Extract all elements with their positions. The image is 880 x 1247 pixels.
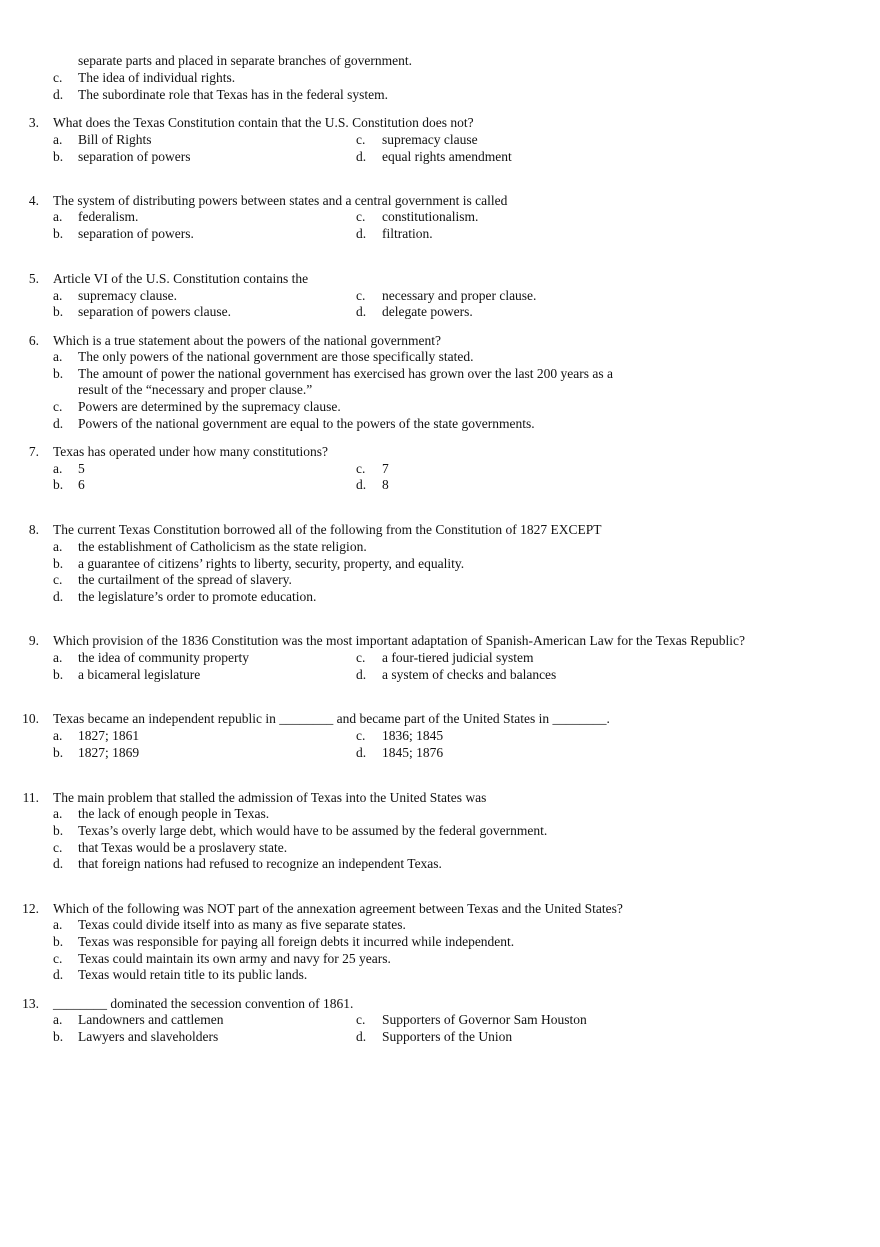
option-text: that Texas would be a proslavery state.: [78, 840, 288, 855]
option-letter: d.: [53, 416, 64, 431]
option-letter: a.: [53, 349, 63, 364]
option-text-continued: result of the “necessary and proper clause.”: [78, 382, 313, 397]
option-letter: a.: [53, 539, 63, 554]
option-letter: c.: [356, 1012, 366, 1027]
option-letter: d.: [356, 226, 367, 241]
option-text: The idea of individual rights.: [78, 70, 236, 85]
question-stem: Which is a true statement about the powers of the national government?: [53, 333, 441, 348]
option-letter: a.: [53, 917, 63, 932]
question-stem: The main problem that stalled the admission of Texas into the United States was: [53, 790, 487, 805]
option-letter: c.: [53, 70, 63, 85]
option-text: necessary and proper clause.: [382, 288, 537, 303]
option-text: Powers of the national government are equal to the powers of the state governments.: [78, 416, 535, 431]
question-stem: ________ dominated the secession convention of 1861.: [53, 996, 354, 1011]
question-number: 11.: [22, 790, 39, 805]
option-text: a guarantee of citizens’ rights to liberty, security, property, and equality.: [78, 556, 465, 571]
question-number: 12.: [22, 901, 39, 916]
question-number: 13.: [22, 996, 39, 1011]
option-letter: d.: [356, 304, 367, 319]
option-text: constitutionalism.: [382, 209, 479, 224]
option-text: Supporters of the Union: [382, 1029, 513, 1044]
option-letter: d.: [356, 149, 367, 164]
option-text: delegate powers.: [382, 304, 473, 319]
question-stem: The current Texas Constitution borrowed all of the following from the Constitution of 1827 EXCEPT: [53, 522, 602, 537]
option-text: Texas could divide itself into as many as five separate states.: [78, 917, 406, 932]
option-text: The only powers of the national government are those specifically stated.: [78, 349, 474, 364]
option-text: that foreign nations had refused to recognize an independent Texas.: [78, 856, 442, 871]
option-letter: c.: [356, 209, 366, 224]
option-text: The subordinate role that Texas has in the federal system.: [78, 87, 388, 102]
option-text: Texas could maintain its own army and navy for 25 years.: [78, 951, 391, 966]
option-text: Texas’s overly large debt, which would have to be assumed by the federal government.: [78, 823, 548, 838]
question-stem: The system of distributing powers between states and a central government is called: [53, 193, 508, 208]
option-text: 1827; 1861: [78, 728, 140, 743]
option-text: the lack of enough people in Texas.: [78, 806, 270, 821]
question-stem: Which of the following was NOT part of the annexation agreement between Texas and the United States?: [53, 901, 623, 916]
question-stem: Texas has operated under how many constitutions?: [53, 444, 328, 459]
option-letter: d.: [356, 745, 367, 760]
option-text: 5: [78, 461, 85, 476]
option-letter: c.: [356, 132, 366, 147]
question-number: 7.: [28, 444, 39, 459]
option-text: Texas would retain title to its public lands.: [78, 967, 308, 982]
option-letter: b.: [53, 934, 64, 949]
option-letter: d.: [53, 967, 64, 982]
option-text: supremacy clause.: [78, 288, 177, 303]
option-letter: c.: [356, 728, 366, 743]
option-letter: b.: [53, 477, 64, 492]
option-letter: b.: [53, 556, 64, 571]
option-letter: c.: [53, 399, 63, 414]
option-text: 1845; 1876: [382, 745, 444, 760]
option-letter: a.: [53, 132, 63, 147]
option-text: the legislature’s order to promote education.: [78, 589, 317, 604]
option-letter: a.: [53, 650, 63, 665]
option-text: a four-tiered judicial system: [382, 650, 534, 665]
option-text: Powers are determined by the supremacy clause.: [78, 399, 341, 414]
option-letter: a.: [53, 461, 63, 476]
option-text: Supporters of Governor Sam Houston: [382, 1012, 587, 1027]
option-letter: a.: [53, 1012, 63, 1027]
option-letter: b.: [53, 823, 64, 838]
option-letter: d.: [356, 1029, 367, 1044]
question-stem: Texas became an independent republic in ________ and became part of the United States in ________.: [53, 711, 610, 726]
option-letter: c.: [356, 650, 366, 665]
option-text: a bicameral legislature: [78, 667, 201, 682]
option-letter: b.: [53, 667, 64, 682]
option-text: federalism.: [78, 209, 139, 224]
question-number: 9.: [28, 633, 39, 648]
option-text: 1827; 1869: [78, 745, 140, 760]
question-number: 5.: [28, 271, 39, 286]
option-text: 1836; 1845: [382, 728, 444, 743]
option-letter: a.: [53, 806, 63, 821]
option-text: 7: [382, 461, 389, 476]
option-text: the curtailment of the spread of slavery.: [78, 572, 292, 587]
option-letter: c.: [53, 840, 63, 855]
option-letter: b.: [53, 366, 64, 381]
question-number: 10.: [22, 711, 39, 726]
question-number: 4.: [28, 193, 39, 208]
option-letter: c.: [356, 461, 366, 476]
option-text: Lawyers and slaveholders: [78, 1029, 219, 1044]
question-number: 6.: [28, 333, 39, 348]
option-letter: b.: [53, 304, 64, 319]
question-stem: What does the Texas Constitution contain that the U.S. Constitution does not?: [53, 115, 474, 130]
option-letter: d.: [356, 477, 367, 492]
option-text: a system of checks and balances: [382, 667, 557, 682]
option-letter: a.: [53, 728, 63, 743]
option-letter: a.: [53, 209, 63, 224]
option-letter: b.: [53, 1029, 64, 1044]
option-letter: c.: [53, 572, 63, 587]
question-stem: Article VI of the U.S. Constitution contains the: [53, 271, 309, 286]
continuation-text: separate parts and placed in separate branches of government.: [78, 53, 412, 68]
option-text: filtration.: [382, 226, 433, 241]
option-letter: d.: [356, 667, 367, 682]
option-letter: b.: [53, 226, 64, 241]
option-letter: b.: [53, 149, 64, 164]
option-text: Texas was responsible for paying all foreign debts it incurred while independent.: [78, 934, 515, 949]
option-text: Bill of Rights: [78, 132, 152, 147]
option-text: supremacy clause: [382, 132, 478, 147]
option-letter: d.: [53, 589, 64, 604]
option-letter: a.: [53, 288, 63, 303]
option-text: separation of powers clause.: [78, 304, 231, 319]
option-text: the establishment of Catholicism as the state religion.: [78, 539, 367, 554]
option-text: the idea of community property: [78, 650, 249, 665]
question-stem: Which provision of the 1836 Constitution was the most important adaptation of Spanish-American Law for the Texas Republic?: [53, 633, 746, 648]
option-letter: c.: [356, 288, 366, 303]
question-number: 8.: [28, 522, 39, 537]
option-text: separation of powers.: [78, 226, 194, 241]
option-text: The amount of power the national government has exercised has grown over the last 200 years as a: [78, 366, 613, 381]
option-letter: b.: [53, 745, 64, 760]
option-text: 8: [382, 477, 389, 492]
option-text: equal rights amendment: [382, 149, 512, 164]
option-text: separation of powers: [78, 149, 191, 164]
option-letter: d.: [53, 856, 64, 871]
option-letter: c.: [53, 951, 63, 966]
option-text: Landowners and cattlemen: [78, 1012, 224, 1027]
question-number: 3.: [28, 115, 39, 130]
option-letter: d.: [53, 87, 64, 102]
option-text: 6: [78, 477, 85, 492]
